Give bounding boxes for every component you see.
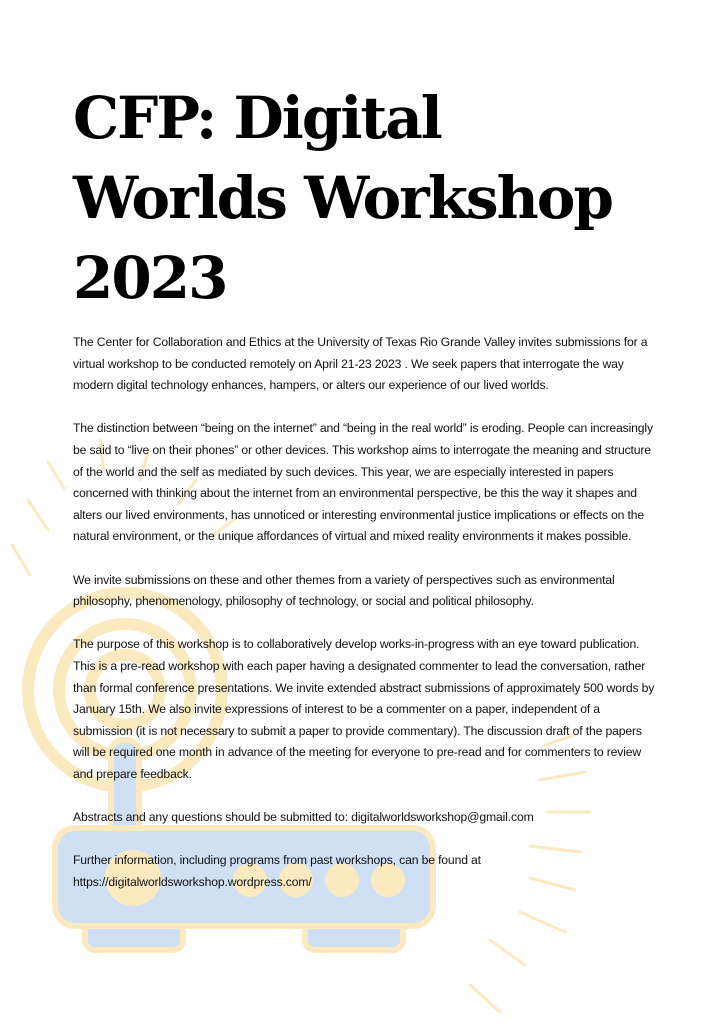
body-text bbox=[73, 332, 658, 893]
paragraph-contact: Abstracts and any questions should be submitted to: digitalworldsworkshop@gmail.com bbox=[73, 810, 534, 825]
paragraph-themes: We invite submissions on these and other themes from a variety of perspectives such as environmental philosophy, phenomenology, philosophy of technology, or social and political philosophy. bbox=[73, 572, 615, 609]
page-title: CFP: Digital Worlds Workshop 2023 bbox=[73, 84, 612, 312]
paragraph-distinction: The distinction between “being on the internet” and “being in the real world” is eroding. People can increasingly be said to “live on their phones” or other devices. This workshop aims to interrogate the meaning and structure of the world and the self as mediated by such devices. This year, we are especially interested in papers concerned with thinking about the internet from an environmental perspective, be this the way it shapes and alters our lived environments, has unnoticed or interesting environmental justice implications or effects on the natural environment, or the unique affordances of virtual and mixed reality environments it makes possible. bbox=[73, 421, 653, 544]
paragraph-purpose: The purpose of this workshop is to collaboratively develop works-in-progress with an eye toward publication. This is a pre-read workshop with each paper having a designated commenter to lead the conversation, rather than formal conference presentations. We invite extended abstract submissions of approximately 500 words by January 15th. We also invite expressions of interest to be a commenter on a paper, independent of a submission (it is not necessary to submit a paper to provide commentary). The discussion draft of the papers will be required one month in advance of the meeting for everyone to pre-read and for commenters to review and prepare feedback. bbox=[73, 637, 655, 781]
paragraph-intro: The Center for Collaboration and Ethics at the University of Texas Rio Grande Valley invites submissions for a virtual workshop to be conducted remotely on April 21-23 2023 . We seek papers that interrogate the way modern digital technology enhances, hampers, or alters our experience of our lived worlds. bbox=[73, 335, 648, 393]
paragraph-further-info: Further information, including programs from past workshops, can be found at https://digitalworldsworkshop.wordpress.com/ bbox=[73, 853, 481, 889]
cfp-content bbox=[73, 78, 658, 915]
